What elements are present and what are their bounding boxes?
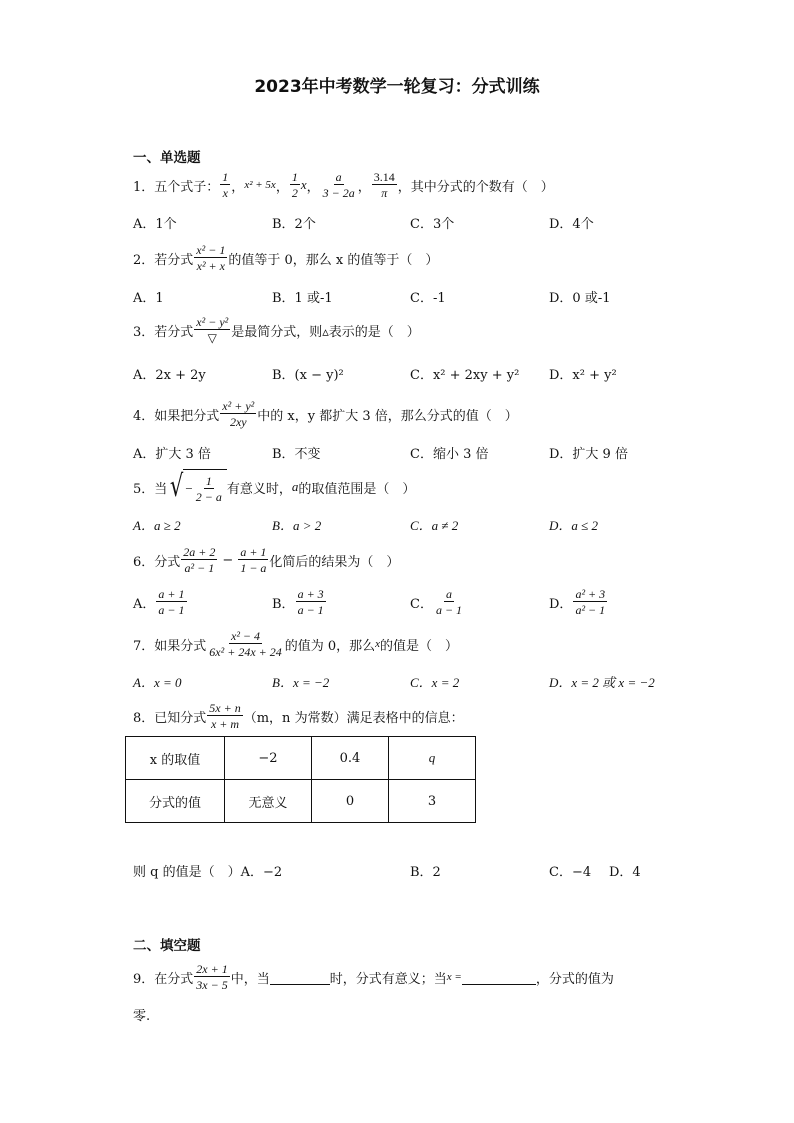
answer-blank-1[interactable] (270, 969, 330, 985)
answer-blank-2[interactable] (462, 969, 536, 985)
fraction: $\frac{\text{x² + y²}}{2xy}$ (222, 399, 255, 429)
question-9-continuation: 零. (133, 1009, 151, 1024)
option-6a: A． $\frac{a + 1}{a - 1}$ (133, 587, 185, 617)
table-cell: 0.4 (312, 737, 389, 780)
fraction: $\frac{2a + 2}{\text{a² − 1}}$ (183, 545, 216, 575)
question-6: 6． 分式 $\frac{2a + 2}{\text{a² − 1}}$ − $\frac{a + 1}{1 - a}$ 化简后的结果为（ ） (133, 545, 400, 575)
option-7c: C．x = 2 (410, 675, 460, 690)
table-cell: 0 (312, 780, 389, 823)
question-5: 5． 当 √ − $\frac{1}{2 - a}$ 有意义时， a 的取值范围是（ ） (133, 469, 416, 504)
option-5b: B．a > 2 (272, 518, 322, 533)
option-4a: A．扩大 3 倍 (133, 447, 211, 462)
option-5d: D．a ≤ 2 (549, 518, 599, 533)
fraction: $\frac{1}{x}$ (222, 170, 229, 200)
option-2d: D．0 或-1 (549, 291, 611, 306)
option-4b: B．不变 (272, 447, 321, 462)
fraction: $\frac{\text{x² − y²}}{▽}$ (196, 315, 229, 345)
fraction: $\frac{5x + n}{x + m}$ (209, 701, 241, 731)
question-1: 1． 五个式子： $\frac{1}{x}$ ， x² + 5x ， $\frac{1}{2}$ x ， $\frac{a}{3 - 2a}$ ， $\frac{3.14}{\pi}$ ，其中分式的个数有（ ） (133, 170, 554, 200)
question-9: 9． 在分式 $\frac{2x + 1}{3x - 5}$ 中，当 时，分式有意义；当 x = ，分式的值为 (133, 962, 614, 992)
option-8c: C．−4 (549, 865, 592, 880)
question-8: 8． 已知分式 $\frac{5x + n}{x + m}$ （m，n 为常数）满足表格中的信息： (133, 701, 464, 731)
option-8d: D．4 (609, 865, 641, 880)
option-2c: C．-1 (410, 291, 446, 306)
option-4c: C．缩小 3 倍 (410, 447, 489, 462)
expression: x² + 5x (244, 179, 276, 191)
value-table (125, 736, 476, 823)
table-cell: q (389, 737, 476, 780)
question-2: 2． 若分式 $\frac{\text{x² − 1}}{\text{x² + x}}$ 的值等于 0，那么 x 的值等于（ ） (133, 243, 439, 273)
option-3c: C．x² + 2xy + y² (410, 368, 520, 383)
section-heading-single-choice: 一、单选题 (133, 150, 201, 166)
option-5c: C．a ≠ 2 (410, 518, 459, 533)
table-cell: 3 (389, 780, 476, 823)
option-6d: D． $\frac{\text{a² + 3}}{\text{a² − 1}}$ (549, 587, 606, 617)
fraction: $\frac{1}{2 - a}$ (195, 473, 222, 504)
question-8-ask: 则 q 的值是（ ）A．−2 (133, 865, 283, 880)
option-4d: D．扩大 9 倍 (549, 447, 628, 462)
table-cell: 无意义 (225, 780, 312, 823)
option-3b: B．(x − y)² (272, 368, 344, 383)
option-6c: C． $\frac{a}{a - 1}$ (410, 587, 463, 617)
question-4: 4． 如果把分式 $\frac{\text{x² + y²}}{2xy}$ 中的 x，y 都扩大 3 倍，那么分式的值（ ） (133, 399, 518, 429)
section-heading-fill-blank: 二、填空题 (133, 938, 201, 954)
fraction: $\frac{\text{x² − 1}}{\text{x² + x}}$ (196, 243, 226, 273)
fraction: $\frac{a + 1}{1 - a}$ (240, 545, 267, 575)
table-cell: 分式的值 (126, 780, 225, 823)
option-1b: B．2个 (272, 217, 316, 232)
option-8b: B．2 (410, 865, 441, 880)
option-6b: B． $\frac{a + 3}{a - 1}$ (272, 587, 324, 617)
table-cell: −2 (225, 737, 312, 780)
option-3d: D．x² + y² (549, 368, 617, 383)
option-5a: A．a ≥ 2 (133, 518, 181, 533)
option-1a: A．1个 (133, 217, 177, 232)
option-2b: B．1 或-1 (272, 291, 333, 306)
option-1d: D．4个 (549, 217, 594, 232)
option-2a: A．1 (133, 291, 164, 306)
fraction: $\frac{2x + 1}{3x - 5}$ (196, 962, 228, 992)
fraction: $\frac{3.14}{\pi}$ (373, 170, 395, 200)
question-3: 3． 若分式 $\frac{\text{x² − y²}}{▽}$ 是最简分式，则▵表示的是（ ） (133, 315, 420, 345)
question-7: 7． 如果分式 $\frac{\text{x² − 4}}{\text{6x² + 24x + 24}}$ 的值为 0，那么 x 的值是（ ） (133, 629, 459, 659)
square-root: √ − $\frac{1}{2 - a}$ (167, 469, 227, 505)
table-row (126, 737, 476, 780)
option-3a: A．2x + 2y (133, 368, 206, 383)
page-title: 2023年中考数学一轮复习：分式训练 (254, 77, 540, 97)
table-row (126, 780, 476, 823)
option-7d: D．x = 2 或 x = −2 (549, 675, 655, 690)
fraction: $\frac{a}{3 - 2a}$ (322, 170, 355, 200)
fraction: $\frac{1}{2}$ (291, 170, 298, 200)
option-7b: B．x = −2 (272, 675, 330, 690)
fraction: $\frac{\text{x² − 4}}{\text{6x² + 24x + 24}}$ (209, 629, 282, 659)
table-cell: x 的取值 (126, 737, 225, 780)
option-7a: A．x = 0 (133, 675, 182, 690)
option-1c: C．3个 (410, 217, 455, 232)
